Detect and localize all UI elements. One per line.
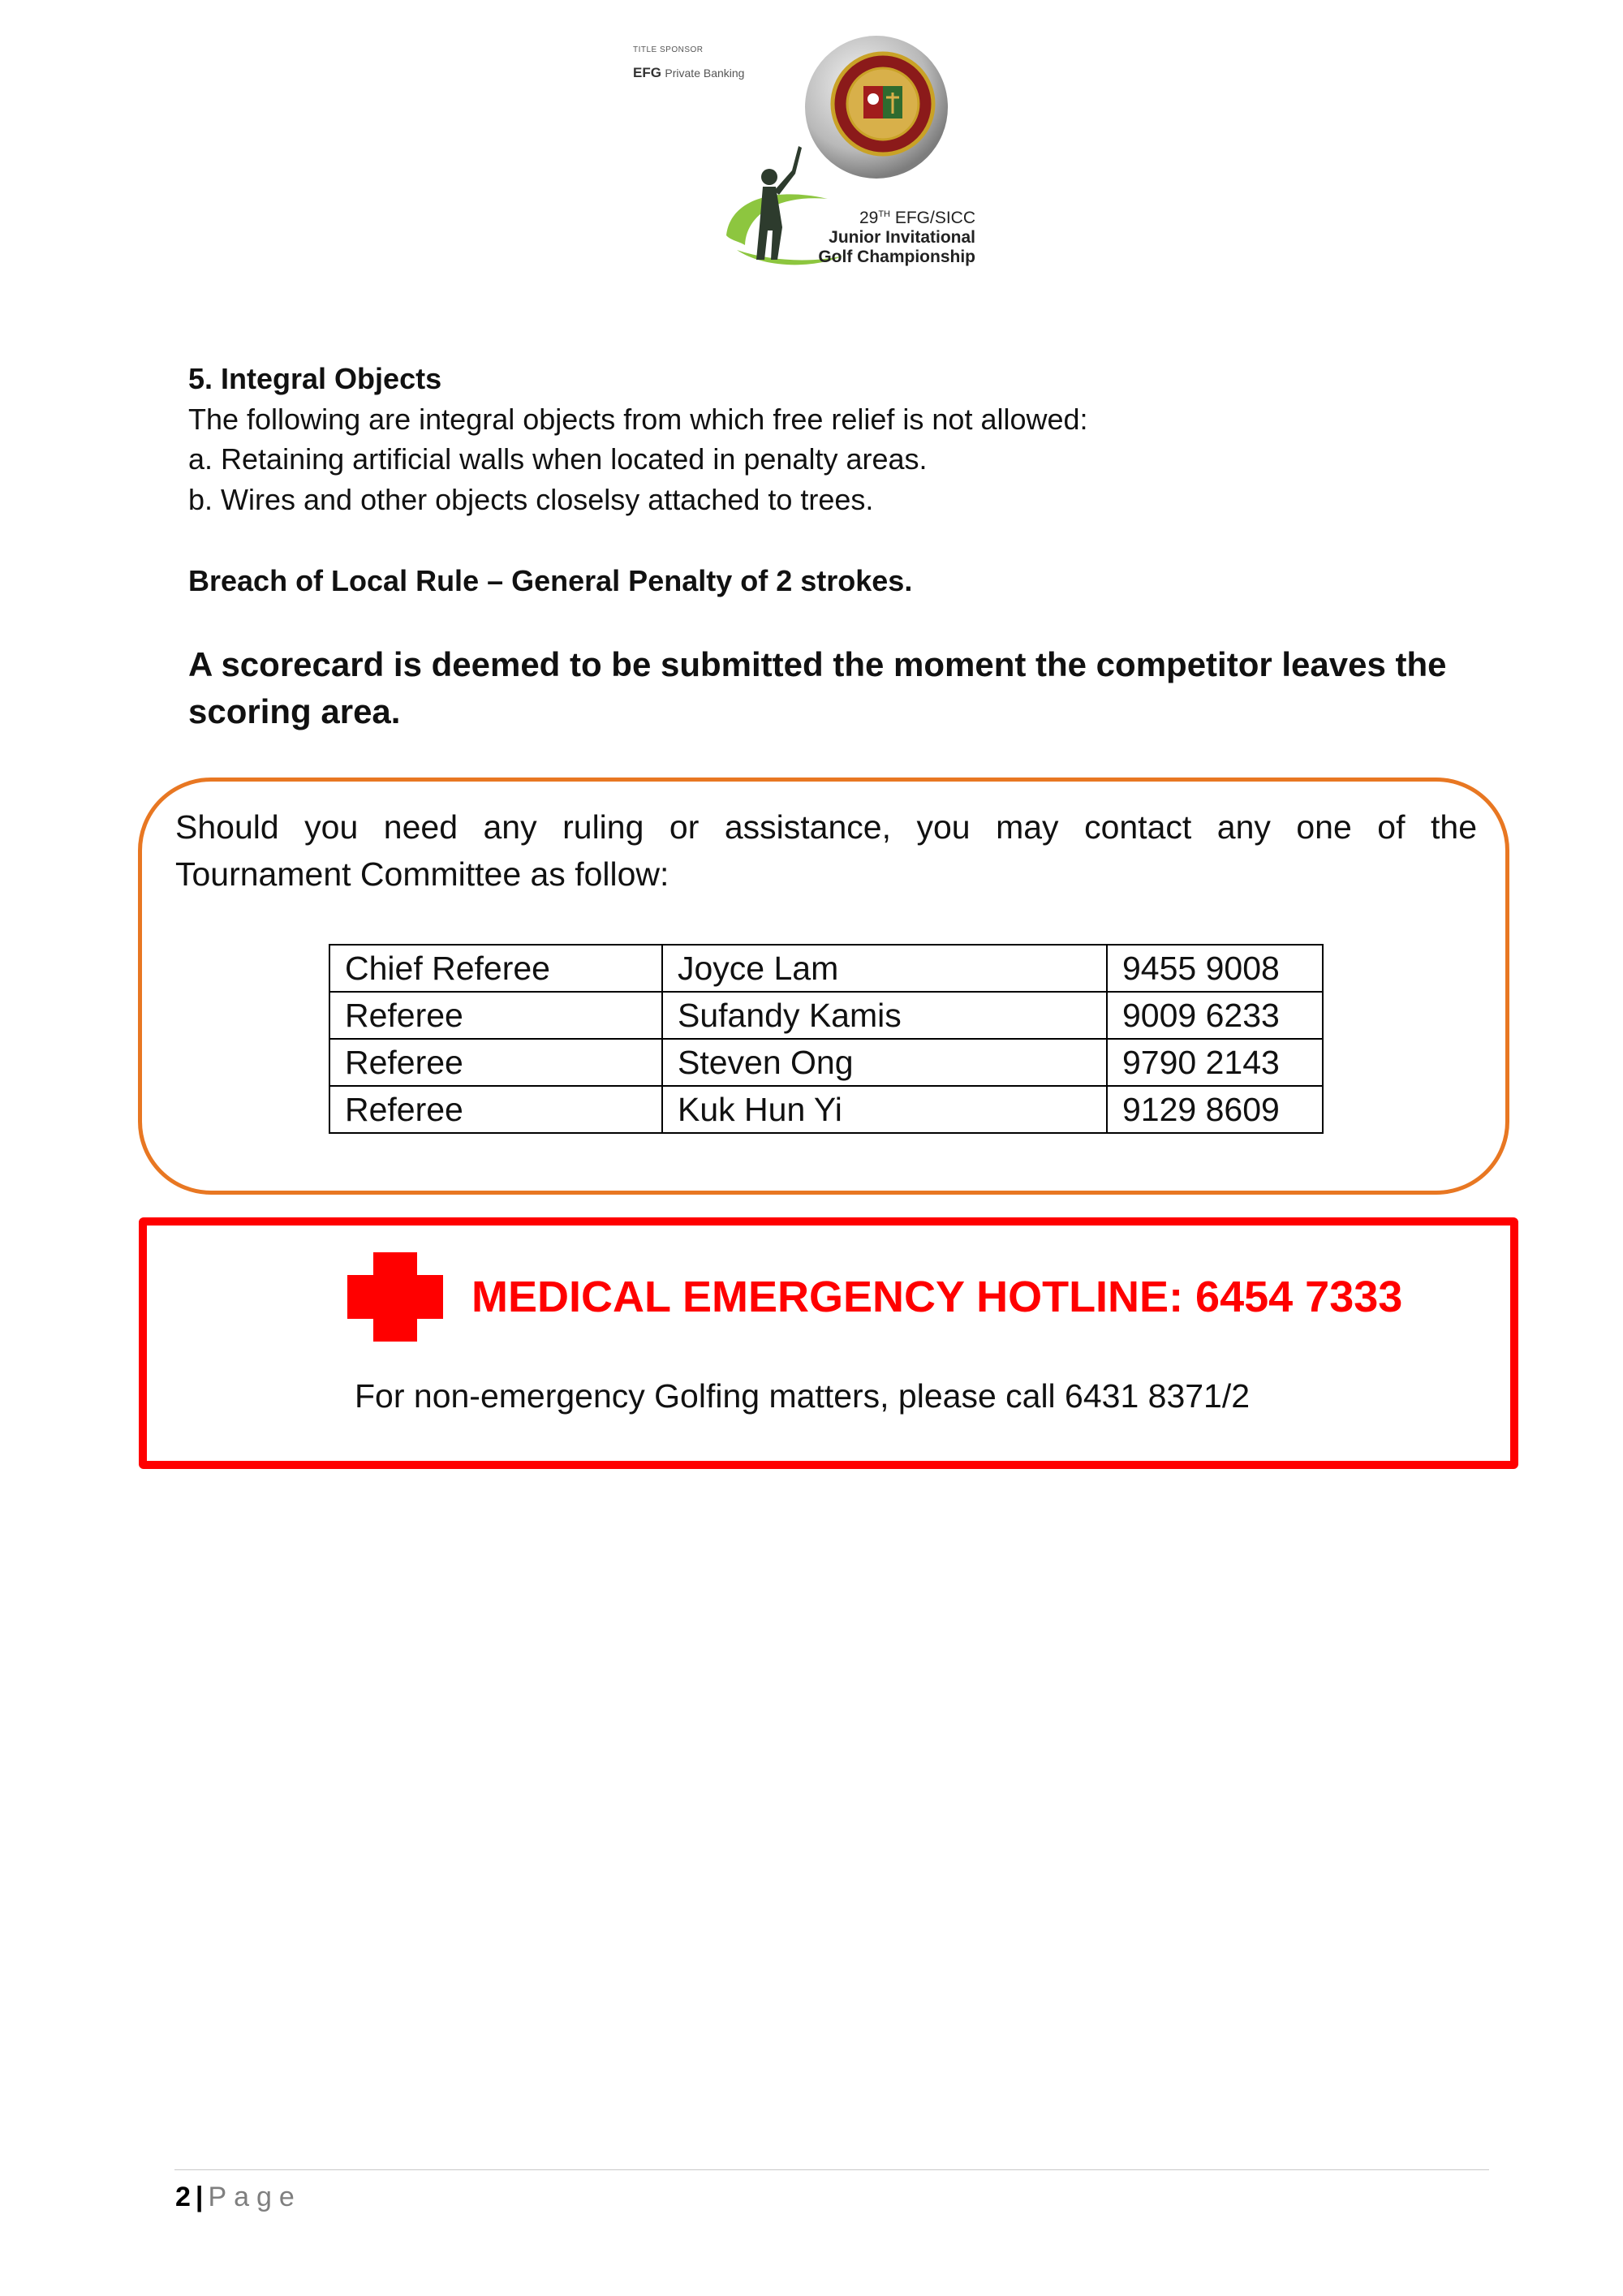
footer-divider	[174, 2169, 1489, 2170]
sponsor-brand-line	[633, 65, 744, 81]
referee-name: Steven Ong	[662, 1039, 1107, 1086]
section-item-a: a. Retaining artificial walls when located in penalty areas.	[188, 442, 928, 476]
page-separator: |	[195, 2182, 204, 2212]
referee-phone: 9790 2143	[1107, 1039, 1323, 1086]
referee-role: Referee	[329, 1039, 662, 1086]
penalty-note: Breach of Local Rule – General Penalty of 2 strokes.	[188, 564, 913, 597]
event-line-3: Golf Championship	[818, 248, 975, 266]
championship-logo	[633, 32, 990, 276]
referee-name: Kuk Hun Yi	[662, 1086, 1107, 1133]
page-footer	[175, 2178, 302, 2216]
medical-hotline: MEDICAL EMERGENCY HOTLINE: 6454 7333	[471, 1273, 1403, 1321]
sponsor-brand: EFG	[633, 65, 661, 80]
referee-role: Chief Referee	[329, 945, 662, 992]
contact-intro	[175, 803, 1477, 898]
scorecard-note-line-1: A scorecard is deemed to be submitted the moment the competitor leaves the	[188, 645, 1447, 683]
referee-role: Referee	[329, 1086, 662, 1133]
emergency-box	[139, 1217, 1518, 1469]
section-intro: The following are integral objects from which free relief is not allowed:	[188, 403, 1088, 436]
referee-table	[329, 944, 1324, 1134]
referee-role: Referee	[329, 992, 662, 1039]
referee-phone: 9009 6233	[1107, 992, 1323, 1039]
event-title	[795, 205, 975, 267]
scorecard-note-line-2: scoring area.	[188, 692, 401, 730]
contact-intro-line-1: Should you need any ruling or assistance, you may contact any one of the	[175, 808, 1477, 846]
section-heading: 5. Integral Objects	[188, 362, 442, 395]
section-item-b: b. Wires and other objects closelsy attached to trees.	[188, 483, 874, 516]
event-line-1: 29TH EFG/SICC	[859, 209, 975, 227]
table-row	[329, 1039, 1323, 1086]
referee-name: Joyce Lam	[662, 945, 1107, 992]
non-emergency-note: For non-emergency Golfing matters, please call 6431 8371/2	[355, 1377, 1251, 1415]
event-line-2: Junior Invitational	[829, 228, 975, 247]
table-row	[329, 1086, 1323, 1133]
referee-phone: 9129 8609	[1107, 1086, 1323, 1133]
contact-intro-line-2: Tournament Committee as follow:	[175, 855, 669, 893]
table-row	[329, 945, 1323, 992]
sponsor-brand-sub: Private Banking	[665, 67, 745, 80]
page-number: 2	[175, 2182, 191, 2212]
referee-phone: 9455 9008	[1107, 945, 1323, 992]
page-word: Page	[208, 2182, 302, 2212]
referee-name: Sufandy Kamis	[662, 992, 1107, 1039]
table-row	[329, 992, 1323, 1039]
red-cross-icon-bar	[347, 1275, 443, 1319]
sponsor-label: TITLE SPONSOR	[633, 45, 704, 54]
